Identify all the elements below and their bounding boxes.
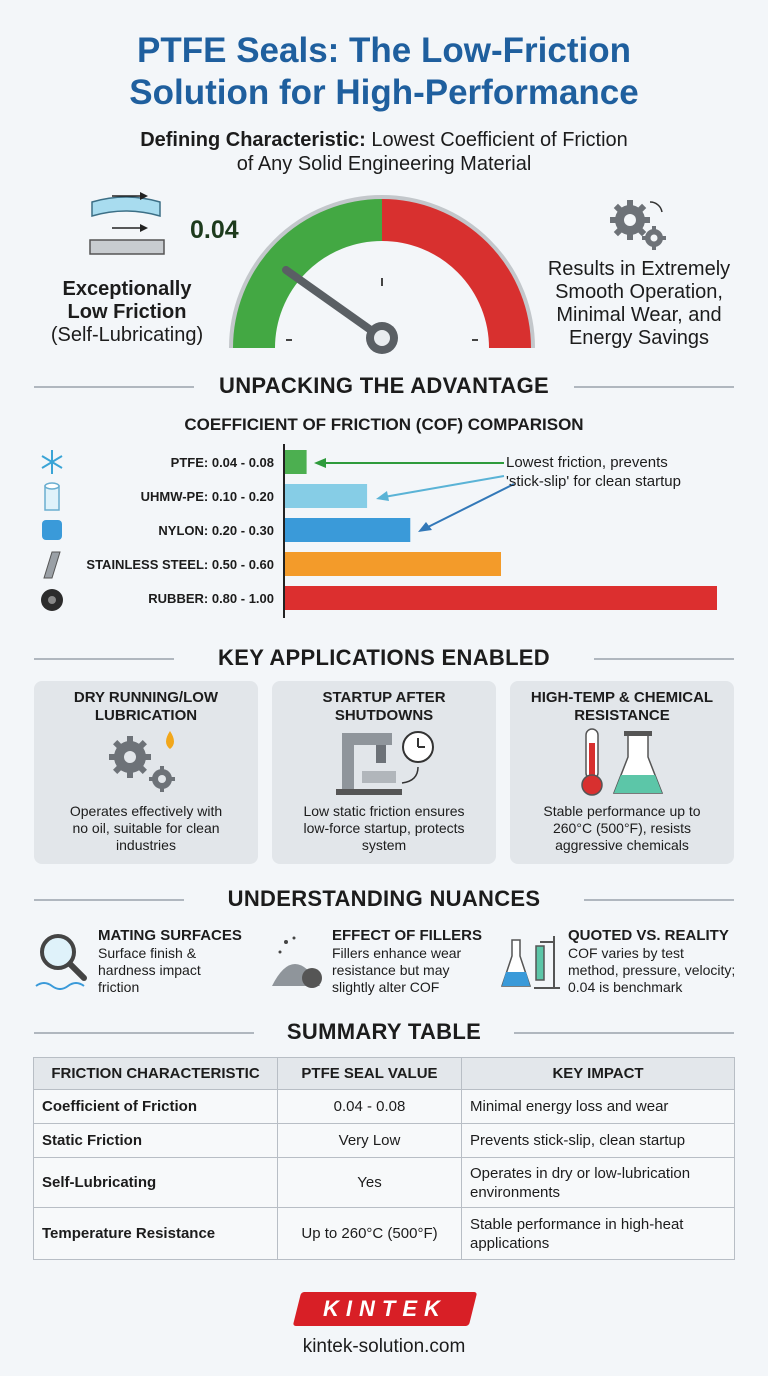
bar-0: [285, 450, 307, 474]
gauge-left-label: Exceptionally Low Friction (Self-Lubricating): [50, 278, 204, 346]
gears-oil-icon: [104, 727, 188, 797]
section-heading-summary: SUMMARY TABLE: [34, 1019, 734, 1045]
bar-labels: [34, 444, 282, 618]
nuance-quoted-vs-reality: QUOTED VS. REALITY COF varies by test method, pressure, velocity; 0.04 is benchmark: [568, 927, 736, 995]
gauge-right-label: Results in Extremely Smooth Operation, Minimal Wear, and Energy Savings: [547, 258, 731, 349]
bar-label: PTFE: 0.04 - 0.08: [170, 455, 274, 470]
table-header: FRICTION CHARACTERISTIC: [34, 1058, 278, 1090]
bar-label: UHMW-PE: 0.10 - 0.20: [140, 489, 274, 504]
table-header-row: [34, 1058, 735, 1090]
nuance-effect-of-fillers: EFFECT OF FILLERS Fillers enhance wear resistance but may slightly alter COF: [332, 927, 482, 995]
table-row: Self-Lubricating Yes Operates in dry or low-lubrication environments: [34, 1158, 735, 1208]
gears-icon: [606, 196, 670, 254]
lab-equipment-icon: [500, 932, 562, 990]
thermometer-flask-icon: [576, 727, 672, 799]
magnifier-icon: [34, 930, 94, 990]
page-title: PTFE Seals: The Low-Friction Solution for High-Performance: [129, 31, 639, 112]
nuance-mating-surfaces: MATING SURFACES Surface finish & hardness impact friction: [98, 927, 242, 995]
gauge-needle: [286, 270, 382, 338]
bar-1: [285, 484, 367, 508]
summary-table-wrapper: [33, 1057, 735, 1260]
gauge-value: 0.04: [190, 216, 239, 244]
bar-label: STAINLESS STEEL: 0.50 - 0.60: [86, 557, 274, 572]
application-card-dry-running: DRY RUNNING/LOW LUBRICATION Operates effectively with no oil, suitable for clean industries: [34, 681, 258, 864]
application-card-startup: STARTUP AFTER SHUTDOWNS Low static friction ensures low-force startup, protects system: [272, 681, 496, 864]
chart-heading: COEFFICIENT OF FRICTION (COF) COMPARISON: [184, 415, 584, 434]
page-subtitle: Defining Characteristic: Lowest Coefficient of Friction of Any Solid Engineering Material: [140, 129, 628, 175]
application-card-high-temp: HIGH-TEMP & CHEMICAL RESISTANCE Stable performance up to 260°C (500°F), resists aggressive chemicals: [510, 681, 734, 864]
section-heading-nuances: UNDERSTANDING NUANCES: [34, 886, 734, 912]
section-heading-advantage: UNPACKING THE ADVANTAGE: [34, 373, 734, 399]
friction-gauge: [226, 190, 538, 360]
summary-table: [33, 1057, 735, 1260]
friction-sliding-icon: [86, 186, 166, 270]
bar-label: RUBBER: 0.80 - 1.00: [148, 591, 274, 606]
bar-3: [285, 552, 501, 576]
table-row: Coefficient of Friction 0.04 - 0.08 Minimal energy loss and wear: [34, 1090, 735, 1124]
bar-label: NYLON: 0.20 - 0.30: [158, 523, 274, 538]
section-heading-applications: KEY APPLICATIONS ENABLED: [34, 645, 734, 671]
table-row: Static Friction Very Low Prevents stick-slip, clean startup: [34, 1124, 735, 1158]
kintek-logo-text: KINTEK: [323, 1296, 447, 1321]
table-header: PTFE SEAL VALUE: [278, 1058, 462, 1090]
footer-url[interactable]: kintek-solution.com: [302, 1336, 466, 1357]
chart-annotation: Lowest friction, prevents 'stick-slip' for clean startup: [506, 454, 681, 490]
table-header: KEY IMPACT: [462, 1058, 735, 1090]
bar-2: [285, 518, 410, 542]
table-row: Temperature Resistance Up to 260°C (500°F) Stable performance in high-heat applications: [34, 1208, 735, 1260]
bar-4: [285, 586, 717, 610]
filler-powder-icon: [268, 932, 326, 990]
machine-clock-icon: [332, 727, 438, 797]
